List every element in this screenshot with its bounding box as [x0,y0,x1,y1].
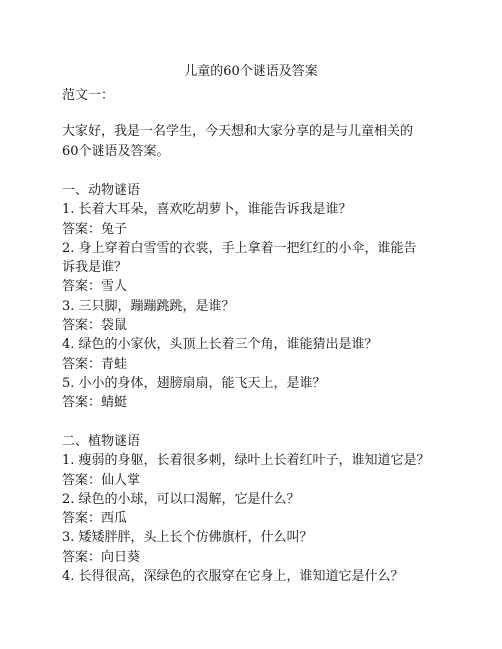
riddle-answer: 答案：蜻蜓 [62,395,128,410]
riddle-question: 3. 矮矮胖胖，头上长个仿佛旗杆，什么叫？ [62,530,313,545]
riddle-answer: 答案：西瓜 [62,511,128,526]
riddle-question-continued: 诉我是谁？ [62,260,128,275]
document-title: 儿童的60个谜语及答案 [184,64,318,79]
riddle-question: 4. 长得很高，深绿色的衣服穿在它身上，谁知道它是什么？ [62,569,404,584]
riddle-question: 1. 长着大耳朵，喜欢吃胡萝卜，谁能告诉我是谁？ [62,202,352,217]
riddle-question: 4. 绿色的小家伙，头顶上长着三个角，谁能猜出是谁？ [62,337,378,352]
riddle-answer: 答案：青蛙 [62,357,128,372]
riddle-answer: 答案：雪人 [62,279,128,294]
riddle-answer: 答案：向日葵 [62,550,141,565]
intro-line: 大家好，我是一名学生，今天想和大家分享的是与儿童相关的 [62,124,414,139]
riddle-question: 2. 身上穿着白雪雪的衣裳，手上拿着一把红红的小伞，谁能告 [62,241,417,256]
riddle-answer: 答案：仙人掌 [62,473,141,488]
sample-heading: 范文一： [62,88,115,103]
section-heading-animals: 一、动物谜语 [62,183,141,198]
riddle-question: 3. 三只脚，蹦蹦跳跳，是谁？ [62,299,235,314]
section-heading-plants: 二、植物谜语 [62,434,141,449]
riddle-answer: 答案：袋鼠 [62,318,128,333]
riddle-question: 1. 瘦弱的身躯，长着很多刺，绿叶上长着红叶子，谁知道它是？ [62,453,430,468]
riddle-question: 5. 小小的身体，翅膀扇扇，能飞天上，是谁？ [62,376,326,391]
riddle-answer: 答案：兔子 [62,222,128,237]
intro-line: 60个谜语及答案。 [62,144,170,159]
riddle-question: 2. 绿色的小球，可以口渴解，它是什么？ [62,492,300,507]
